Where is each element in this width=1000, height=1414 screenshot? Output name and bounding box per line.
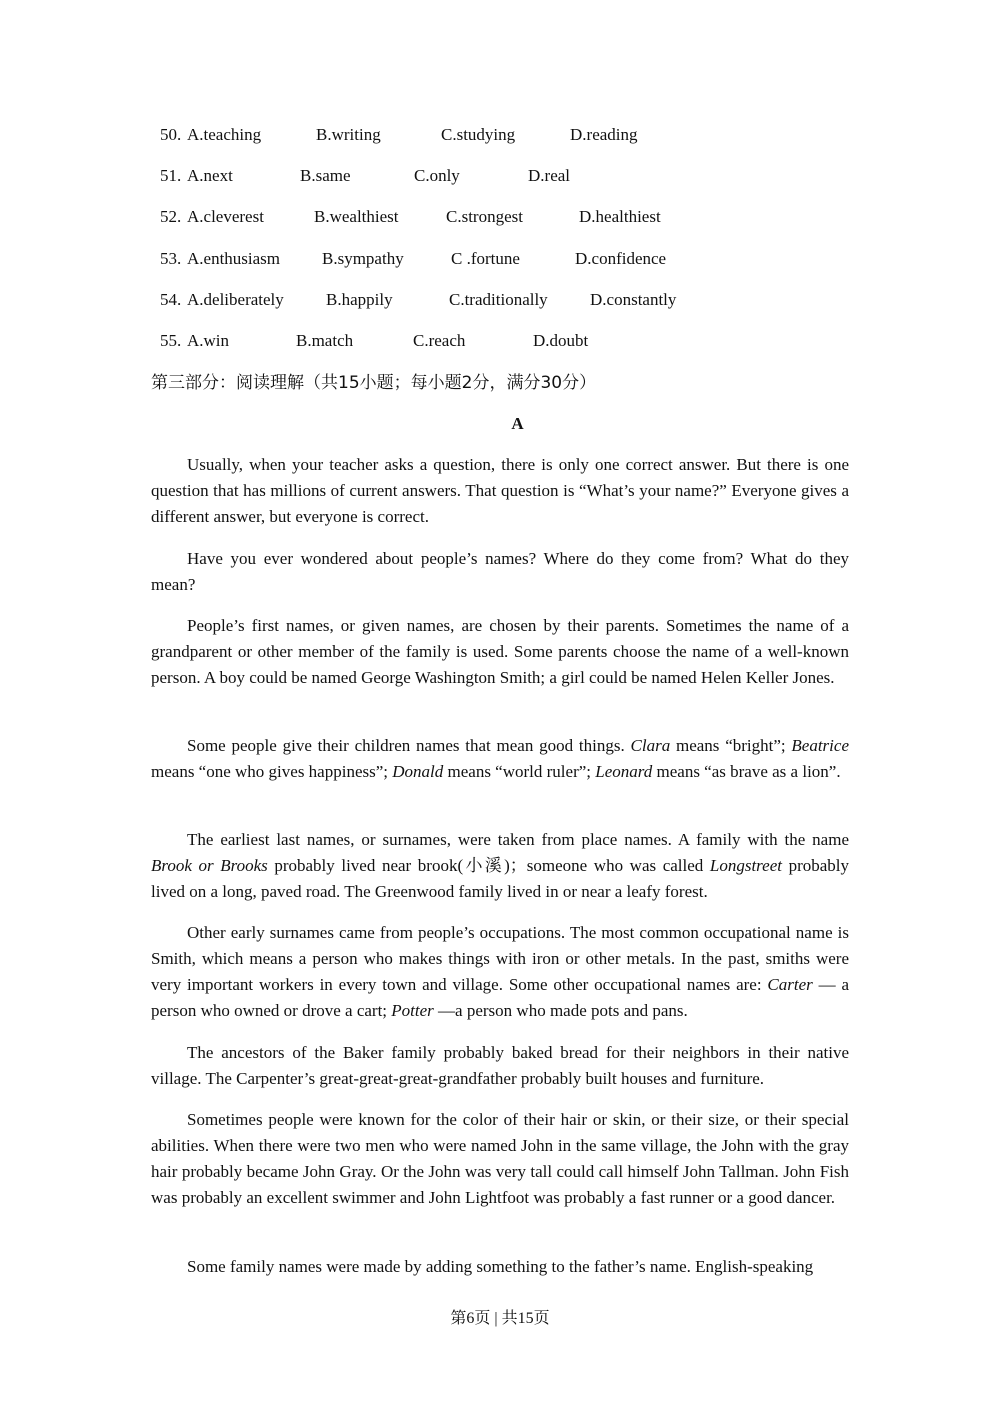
option-c: C.studying bbox=[441, 125, 516, 144]
passage-paragraph bbox=[151, 1040, 849, 1092]
paragraph-text: means “as brave as a lion”. bbox=[652, 762, 841, 781]
option-c: C .fortune bbox=[451, 249, 520, 268]
paragraph-text: The earliest last names, or surnames, were taken from place names. A family with the name bbox=[187, 830, 849, 849]
option-d: D.reading bbox=[570, 125, 638, 144]
italic-name: Longstreet bbox=[709, 856, 782, 875]
option-a: A.deliberately bbox=[187, 290, 284, 309]
paragraph-text: Other early surnames came from people’s occupations. The most common occupational name is Smith, which means a person who makes things with iron or other metals. In the past, smiths were very important workers in every town and village. Some other occupational names are: bbox=[151, 923, 849, 994]
italic-name: Brook or Brooks bbox=[151, 856, 268, 875]
option-c: C.traditionally bbox=[449, 290, 548, 309]
option-a: A.next bbox=[187, 166, 233, 185]
passage-paragraph bbox=[151, 452, 849, 530]
passage-paragraph bbox=[151, 613, 849, 691]
option-d: D.confidence bbox=[575, 249, 667, 268]
paragraph-text: The ancestors of the Baker family probably baked bread for their neighbors in their native village. The Carpenter’s great-great-great-grandfather probably built houses and furniture. bbox=[151, 1043, 849, 1088]
passage-paragraph bbox=[151, 546, 849, 598]
section-heading: 第三部分：阅读理解（共15小题；每小题2分，满分30分） bbox=[151, 373, 597, 393]
italic-name: Clara bbox=[630, 736, 671, 755]
italic-name: Carter bbox=[767, 975, 813, 994]
option-b: B.sympathy bbox=[322, 249, 404, 268]
option-a: A.teaching bbox=[187, 125, 262, 144]
option-d: D.constantly bbox=[590, 290, 677, 309]
paragraph-text: People’s first names, or given names, are chosen by their parents. Sometimes the name of a grandparent or other member of the family is used. Some parents choose the name of a well-known person. A boy could be named George Washington Smith; a girl could be named Helen Keller Jones. bbox=[151, 616, 849, 687]
option-b: B.happily bbox=[326, 290, 393, 309]
paragraph-text: means “bright”; bbox=[670, 736, 792, 755]
paragraph-text: Some family names were made by adding something to the father’s name. English-speaking bbox=[187, 1257, 814, 1276]
option-c: C.strongest bbox=[446, 207, 523, 226]
passage-paragraph bbox=[151, 1254, 849, 1280]
question-number: 54. bbox=[160, 290, 182, 309]
option-d: D.healthiest bbox=[579, 207, 661, 226]
option-a: A.win bbox=[187, 331, 230, 350]
paragraph-text: Sometimes people were known for the color of their hair or skin, or their size, or their special abilities. When there were two men who were named John in the same village, the John with the gray hair probably became John Gray. Or the John was very tall could call himself John Tallman. John Fish was probably an excellent swimmer and John Lightfoot was probably a fast runner or a good dancer. bbox=[151, 1110, 849, 1207]
paragraph-text: probably lived near brook(小溪)；someone who was called bbox=[267, 856, 710, 875]
question-number: 50. bbox=[160, 125, 182, 144]
passage-title: A bbox=[511, 414, 524, 433]
italic-name: Leonard bbox=[595, 762, 653, 781]
passage-paragraph bbox=[151, 1107, 849, 1211]
italic-name: Beatrice bbox=[791, 736, 849, 755]
question-number: 53. bbox=[160, 249, 182, 268]
question-number: 51. bbox=[160, 166, 182, 185]
paragraph-text: means “one who gives happiness”; bbox=[151, 762, 393, 781]
option-d: D.doubt bbox=[533, 331, 589, 350]
option-a: A.enthusiasm bbox=[187, 249, 281, 268]
option-c: C.reach bbox=[413, 331, 466, 350]
page-footer: 第6页 | 共15页 bbox=[450, 1310, 550, 1327]
paragraph-text: —a person who made pots and pans. bbox=[433, 1001, 688, 1020]
passage-paragraph bbox=[151, 827, 849, 905]
italic-name: Potter bbox=[391, 1001, 434, 1020]
passage-paragraph bbox=[151, 920, 849, 1024]
paragraph-text: Usually, when your teacher asks a question, there is only one correct answer. But there is one question that has millions of current answers. That question is “What’s your name?” Everyone gives a different answer, but everyone is correct. bbox=[151, 455, 849, 526]
paragraph-text: Have you ever wondered about people’s names? Where do they come from? What do they mean? bbox=[151, 549, 849, 594]
paragraph-text: means “world ruler”; bbox=[443, 762, 596, 781]
option-b: B.wealthiest bbox=[314, 207, 399, 226]
option-d: D.real bbox=[528, 166, 571, 185]
option-b: B.writing bbox=[316, 125, 381, 144]
italic-name: Donald bbox=[392, 762, 444, 781]
question-number: 55. bbox=[160, 331, 182, 350]
option-a: A.cleverest bbox=[187, 207, 264, 226]
question-number: 52. bbox=[160, 207, 182, 226]
option-b: B.match bbox=[296, 331, 354, 350]
paragraph-text: — a person who owned or drove a cart; bbox=[151, 975, 849, 1020]
paragraph-text: probably lived on a long, paved road. The Greenwood family lived in or near a leafy forest. bbox=[151, 856, 850, 901]
passage-paragraph bbox=[151, 733, 849, 785]
option-c: C.only bbox=[414, 166, 460, 185]
paragraph-text: Some people give their children names that mean good things. bbox=[187, 736, 631, 755]
option-b: B.same bbox=[300, 166, 351, 185]
